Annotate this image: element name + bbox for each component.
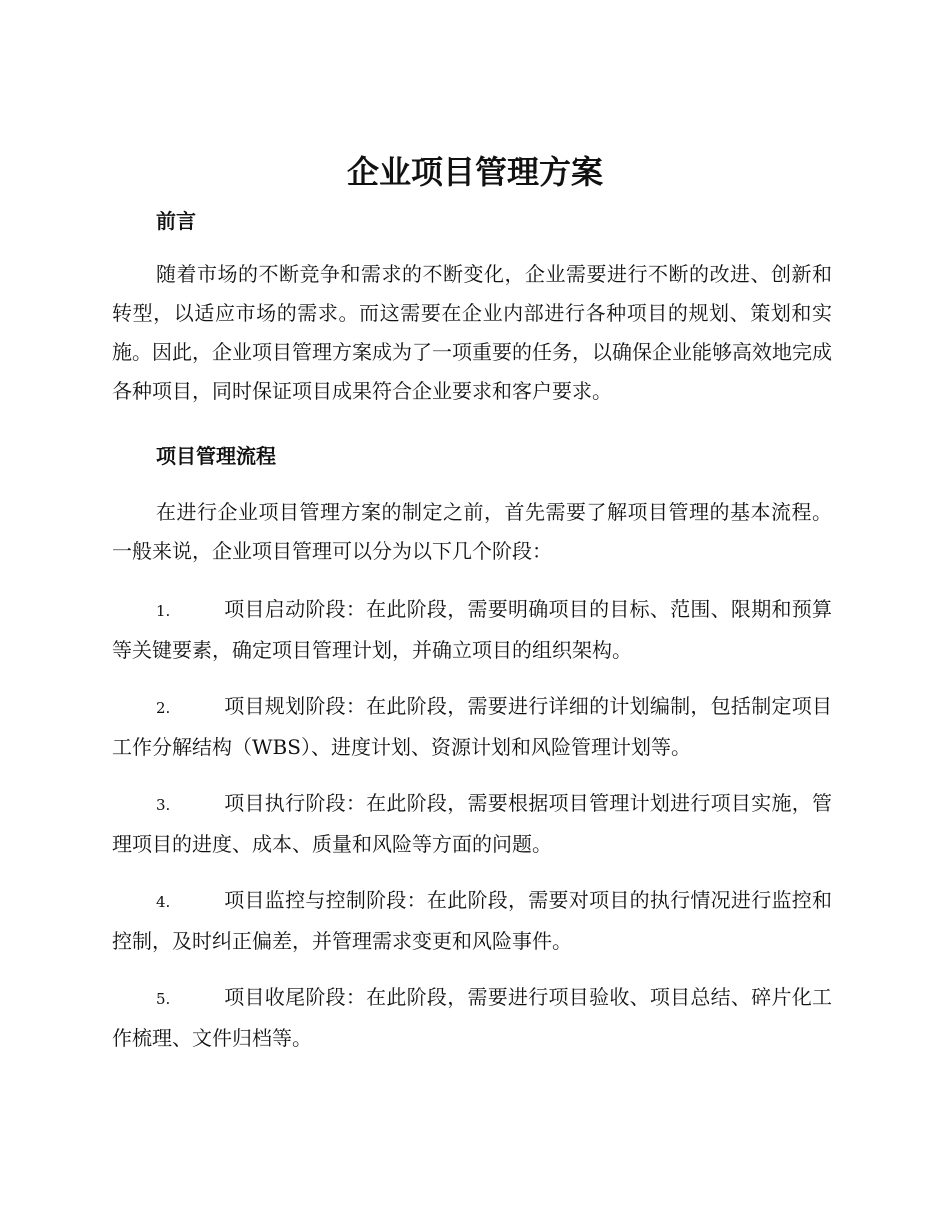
list-item: [112, 978, 832, 1058]
list-item-text: 项目执行阶段：在此阶段，需要根据项目管理计划进行项目实施，管理项目的进度、成本、质量和风险等方面的问题。: [112, 791, 832, 856]
section-heading-process: 项目管理流程: [156, 444, 276, 468]
list-item-text: 项目监控与控制阶段：在此阶段，需要对项目的执行情况进行监控和控制，及时纠正偏差，并管理需求变更和风险事件。: [112, 888, 832, 953]
list-item: [112, 881, 832, 961]
list-item-text: 项目规划阶段：在此阶段，需要进行详细的计划编制，包括制定项目工作分解结构（WBS）、进度计划、资源计划和风险管理计划等。: [112, 694, 832, 759]
preface-paragraph: 随着市场的不断竞争和需求的不断变化，企业需要进行不断的改进、创新和转型，以适应市场的需求。而这需要在企业内部进行各种项目的规划、策划和实施。因此，企业项目管理方案成为了一项重要的任务，以确保企业能够高效地完成各种项目，同时保证项目成果符合企业要求和客户要求。: [112, 262, 832, 403]
list-item: [112, 687, 832, 767]
document-title: 企业项目管理方案: [346, 153, 603, 191]
list-item-number: 2.: [156, 699, 171, 717]
list-item: [112, 590, 832, 670]
list-item-number: 3.: [156, 796, 171, 814]
list-item-number: 5.: [156, 990, 171, 1008]
list-item-number: 4.: [156, 893, 171, 911]
list-item-number: 1.: [156, 602, 171, 620]
list-item-text: 项目启动阶段：在此阶段，需要明确项目的目标、范围、限期和预算等关键要素，确定项目管理计划，并确立项目的组织架构。: [112, 597, 832, 662]
process-intro-paragraph: 在进行企业项目管理方案的制定之前，首先需要了解项目管理的基本流程。一般来说，企业项目管理可以分为以下几个阶段：: [112, 500, 832, 563]
section-heading-preface: 前言: [156, 209, 196, 233]
list-item: [112, 784, 832, 864]
list-item-text: 项目收尾阶段：在此阶段，需要进行项目验收、项目总结、碎片化工作梳理、文件归档等。: [112, 985, 832, 1050]
